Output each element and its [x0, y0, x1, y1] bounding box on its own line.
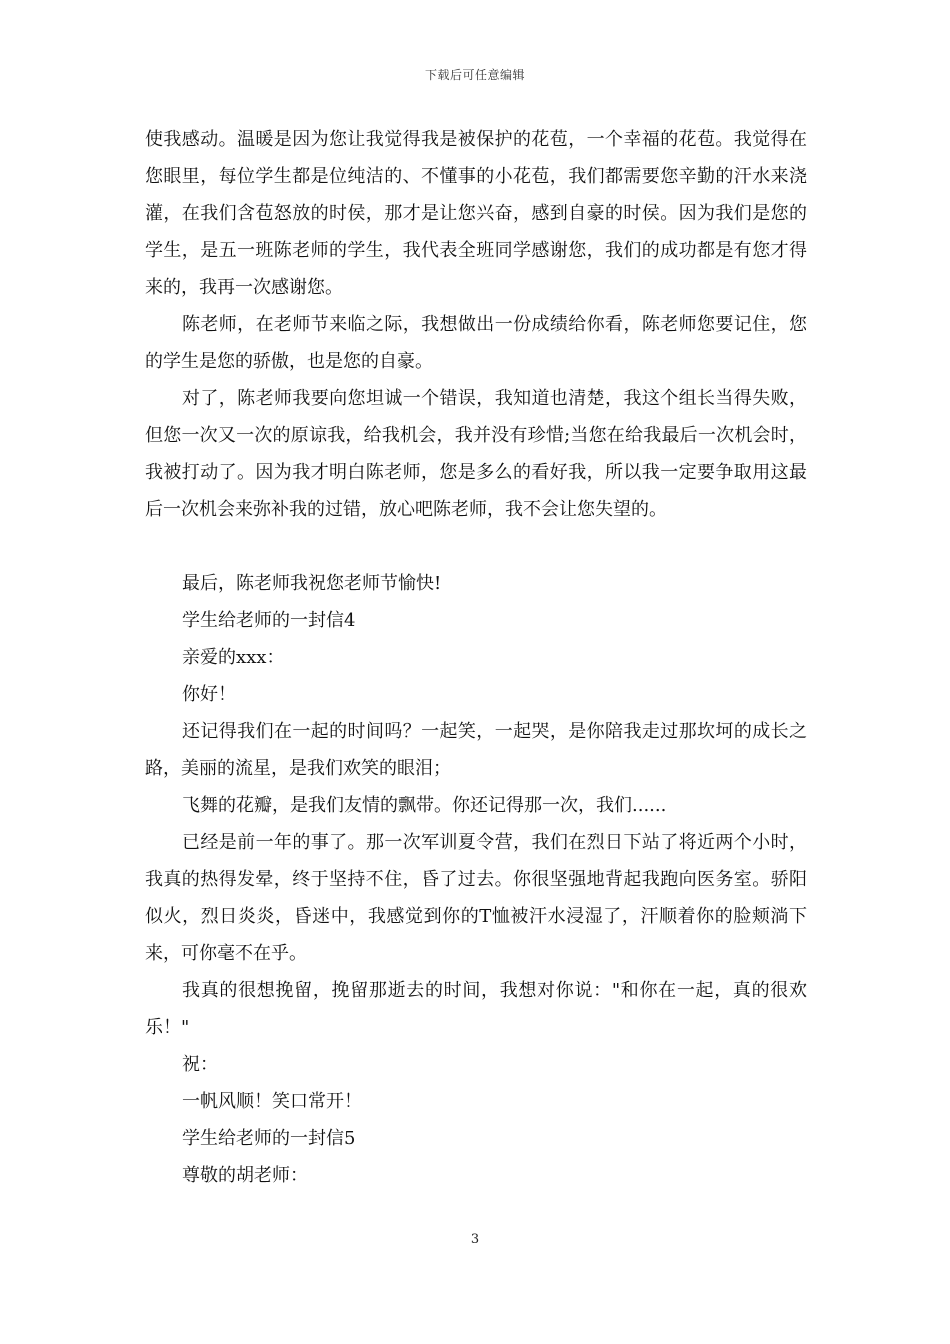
letter-5-title: 学生给老师的一封信5 [182, 1128, 356, 1149]
paragraph-4: 最后，陈老师我祝您老师节愉快! [182, 573, 442, 594]
paragraph-2: 陈老师，在老师节来临之际，我想做出一份成绩给你看，陈老师您要记住，您的学生是您的骄傲，也是您的自豪。 [145, 314, 807, 372]
page-number: 3 [470, 1232, 480, 1247]
closing-wish-label: 祝： [182, 1054, 218, 1075]
letter-5-salutation: 尊敬的胡老师： [182, 1165, 308, 1186]
paragraph-9: 飞舞的花瓣，是我们友情的飘带。你还记得那一次，我们...... [182, 795, 667, 816]
paragraph-8: 还记得我们在一起的时间吗？一起笑，一起哭，是你陪我走过那坎坷的成长之路，美丽的流星，是我们欢笑的眼泪； [145, 721, 807, 779]
paragraph-10: 已经是前一年的事了。那一次军训夏令营，我们在烈日下站了将近两个小时，我真的热得发晕，终于坚持不住，昏了过去。你很坚强地背起我跑向医务室。骄阳似火，烈日炎炎，昏迷中，我感觉到你的T恤被汗水浸湿了，汗顺着你的脸颊淌下来，可你毫不在乎。 [145, 832, 807, 964]
letter-4-title: 学生给老师的一封信4 [182, 610, 356, 631]
letter-4-salutation: 亲爱的xxx： [182, 647, 285, 668]
document-body [145, 121, 807, 1194]
paragraph-3: 对了，陈老师我要向您坦诚一个错误，我知道也清楚，我这个组长当得失败，但您一次又一次的原谅我，给我机会，我并没有珍惜;当您在给我最后一次机会时，我被打动了。因为我才明白陈老师，您是多么的看好我，所以我一定要争取用这最后一次机会来弥补我的过错，放心吧陈老师，我不会让您失望的。 [145, 388, 807, 520]
paragraph-11: 我真的很想挽留，挽留那逝去的时间，我想对你说："和你在一起，真的很欢乐！" [145, 980, 807, 1038]
paragraph-1: 使我感动。温暖是因为您让我觉得我是被保护的花苞，一个幸福的花苞。我觉得在您眼里，每位学生都是位纯洁的、不懂事的小花苞，我们都需要您辛勤的汗水来浇灌，在我们含苞怒放的时侯，那才是让您兴奋，感到自豪的时侯。因为我们是您的学生，是五一班陈老师的学生，我代表全班同学感谢您，我们的成功都是有您才得来的，我再一次感谢您。 [145, 129, 807, 298]
closing-wish: 一帆风顺！笑口常开！ [182, 1091, 362, 1112]
page-header: 下载后可任意编辑 [424, 68, 525, 82]
letter-4-greeting: 你好！ [182, 684, 236, 705]
